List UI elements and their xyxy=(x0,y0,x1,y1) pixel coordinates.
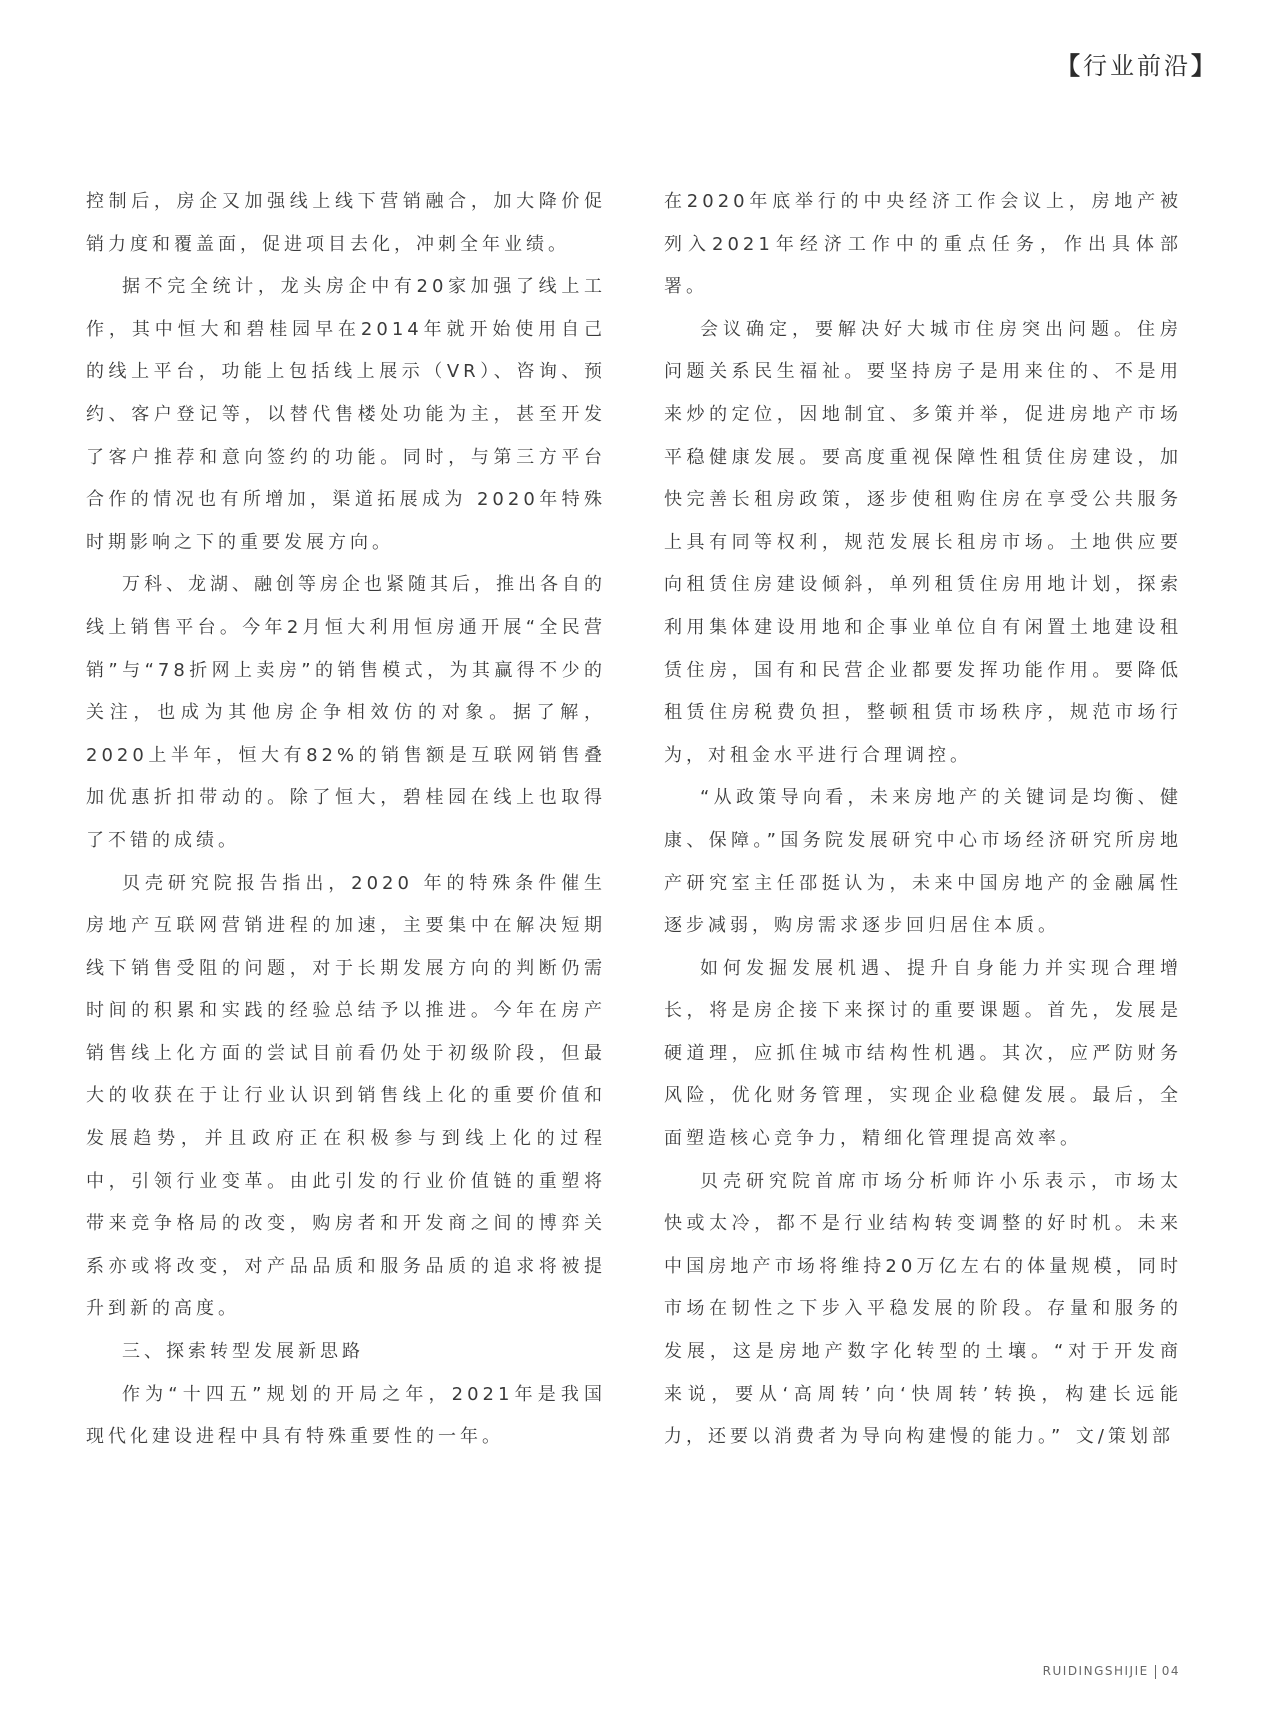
bracket-close: 】 xyxy=(1191,52,1218,80)
paragraph: 如何发掘发展机遇、提升自身能力并实现合理增长，将是房企接下来探讨的重要课题。首先，发展是硬道理，应抓住城市结构性机遇。其次，应严防财务风险，优化财务管理，实现企业稳健发展。最后，全面塑造核心竞争力，精细化管理提高效率。 xyxy=(664,957,1182,1150)
paragraph: 据不完全统计，龙头房企中有20家加强了线上工作，其中恒大和碧桂园早在2014年就开始使用自己的线上平台，功能上包括线上展示（VR）、咨询、预约、客户登记等，以替代售楼处功能为主，甚至开发了客户推荐和意向签约的功能。同时，与第三方平台合作的情况也有所增加，渠道拓展成为 2020年特殊时期影响之下的重要发展方向。 xyxy=(86,276,606,553)
byline: 文/策划部 xyxy=(1075,1426,1174,1448)
left-column xyxy=(86,181,606,1459)
right-column xyxy=(664,181,1182,1459)
footer-divider xyxy=(1155,1665,1156,1679)
page-number: 04 xyxy=(1161,1664,1180,1678)
paragraph: 控制后，房企又加强线上线下营销融合，加大降价促销力度和覆盖面，促进项目去化，冲刺全年业绩。 xyxy=(86,191,606,255)
paragraph: “从政策导向看，未来房地产的关键词是均衡、健康、保障。”国务院发展研究中心市场经济研究所房地产研究室主任邵挺认为，未来中国房地产的金融属性逐步减弱，购房需求逐步回归居住本质。 xyxy=(664,787,1182,937)
magazine-name: RUIDINGSHIJIE xyxy=(1042,1664,1149,1678)
paragraph: 万科、龙湖、融创等房企也紧随其后，推出各自的线上销售平台。今年2月恒大利用恒房通开展“全民营销”与“78折网上卖房”的销售模式，为其赢得不少的关注，也成为其他房企争相效仿的对象。据了解，2020上半年，恒大有82%的销售额是互联网销售叠加优惠折扣带动的。除了恒大，碧桂园在线上也取得了不错的成绩。 xyxy=(86,574,606,851)
paragraph: 贝壳研究院报告指出，2020 年的特殊条件催生房地产互联网营销进程的加速，主要集中在解决短期线下销售受阻的问题，对于长期发展方向的判断仍需时间的积累和实践的经验总结予以推进。今年在房产销售线上化方面的尝试目前看仍处于初级阶段，但最大的收获在于让行业认识到销售线上化的重要价值和发展趋势，并且政府正在积极参与到线上化的过程中，引领行业变革。由此引发的行业价值链的重塑将带来竞争格局的改变，购房者和开发商之间的博弈关系亦或将改变，对产品品质和服务品质的追求将被提升到新的高度。 xyxy=(86,872,606,1320)
section-heading: 三、探索转型发展新思路 xyxy=(122,1341,364,1363)
paragraph: 会议确定，要解决好大城市住房突出问题。住房问题关系民生福祉。要坚持房子是用来住的、不是用来炒的定位，因地制宜、多策并举，促进房地产市场平稳健康发展。要高度重视保障性租赁住房建设，加快完善长租房政策，逐步使租购住房在享受公共服务上具有同等权利，规范发展长租房市场。土地供应要向租赁住房建设倾斜，单列租赁住房用地计划，探索利用集体建设用地和企事业单位自有闲置土地建设租赁住房，国有和民营企业都要发挥功能作用。要降低租赁住房税费负担，整顿租赁市场秩序，规范市场行为，对租金水平进行合理调控。 xyxy=(664,318,1182,766)
section-title: 行业前沿 xyxy=(1083,52,1191,80)
paragraph: 贝壳研究院首席市场分析师许小乐表示，市场太快或太冷，都不是行业结构转变调整的好时机。未来中国房地产市场将维持20万亿左右的体量规模，同时市场在韧性之下步入平稳发展的阶段。存量和服务的发展，这是房地产数字化转型的土壤。“对于开发商来说，要从‘高周转’向‘快周转’转换，构建长远能力，还要以消费者为导向构建慢的能力。” xyxy=(664,1170,1182,1448)
paragraph: 在2020年底举行的中央经济工作会议上，房地产被列入2021年经济工作中的重点任务，作出具体部署。 xyxy=(664,191,1182,298)
page-footer xyxy=(1043,1664,1180,1679)
paragraph: 作为“十四五”规划的开局之年，2021年是我国现代化建设进程中具有特殊重要性的一年。 xyxy=(86,1383,606,1448)
section-tag xyxy=(1056,46,1218,81)
bracket-open: 【 xyxy=(1056,52,1083,80)
